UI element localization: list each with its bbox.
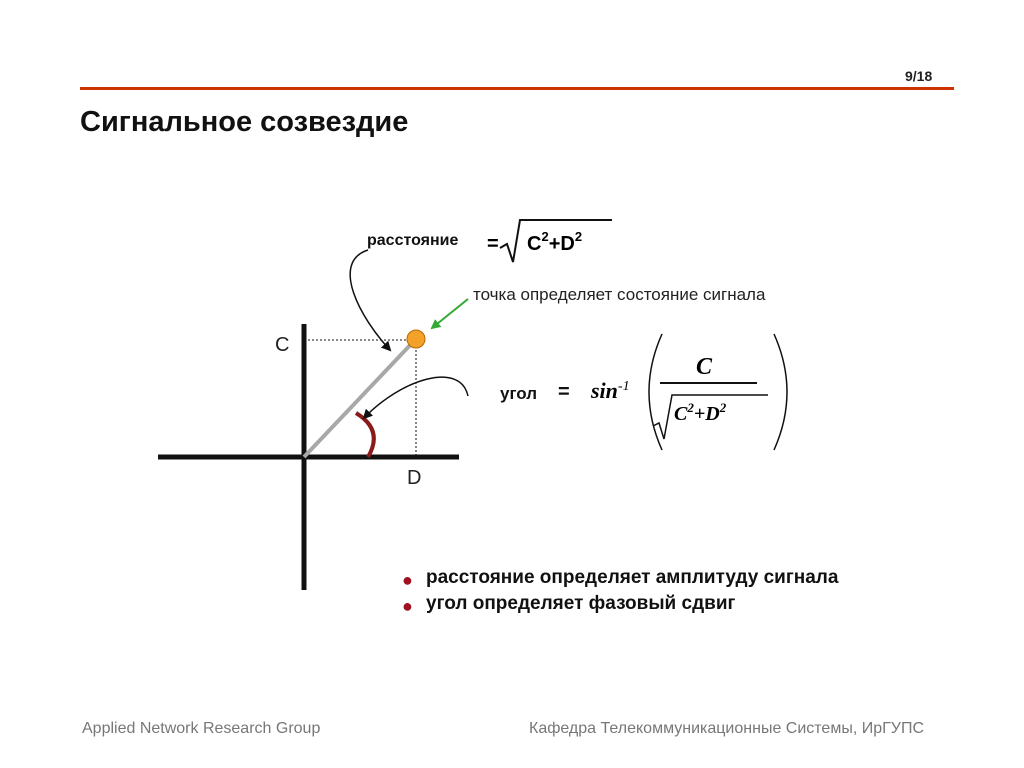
signal-vector <box>304 341 414 457</box>
angle-arc <box>356 413 374 457</box>
angle-numerator: C <box>696 354 713 380</box>
point-arrow <box>432 299 468 328</box>
distance-arrow <box>350 250 390 350</box>
distance-label: расстояние <box>367 232 459 249</box>
bullet-icon: ● <box>402 570 413 590</box>
axis-label-d: D <box>407 467 422 489</box>
page-number: 9/18 <box>905 68 933 84</box>
angle-sin: $\sin^{-1}$ <box>591 378 630 403</box>
list-item: ● расстояние определяет амплитуду сигнала <box>402 567 839 590</box>
footer-right: Кафедра Телекоммуникационные Системы, ИрГУПС <box>529 720 924 737</box>
list-item: ● угол определяет фазовый сдвиг <box>402 593 736 616</box>
signal-point <box>407 330 425 348</box>
left-paren <box>649 334 662 450</box>
right-paren <box>774 334 787 450</box>
footer-left: Applied Network Research Group <box>82 720 321 737</box>
angle-denominator: $C^2+D^2$ <box>674 400 727 425</box>
bullet-list <box>398 567 838 619</box>
axis-label-c: C <box>275 334 290 356</box>
angle-label: угол <box>500 384 538 403</box>
page-title: Сигнальное созвездие <box>80 106 409 138</box>
point-label: точка определяет состояние сигнала <box>473 285 766 304</box>
angle-equals: = <box>558 381 570 403</box>
distance-equals: = <box>487 233 499 255</box>
distance-formula: $C^2+D^2$ <box>527 229 583 255</box>
bullet-icon: ● <box>402 596 413 616</box>
